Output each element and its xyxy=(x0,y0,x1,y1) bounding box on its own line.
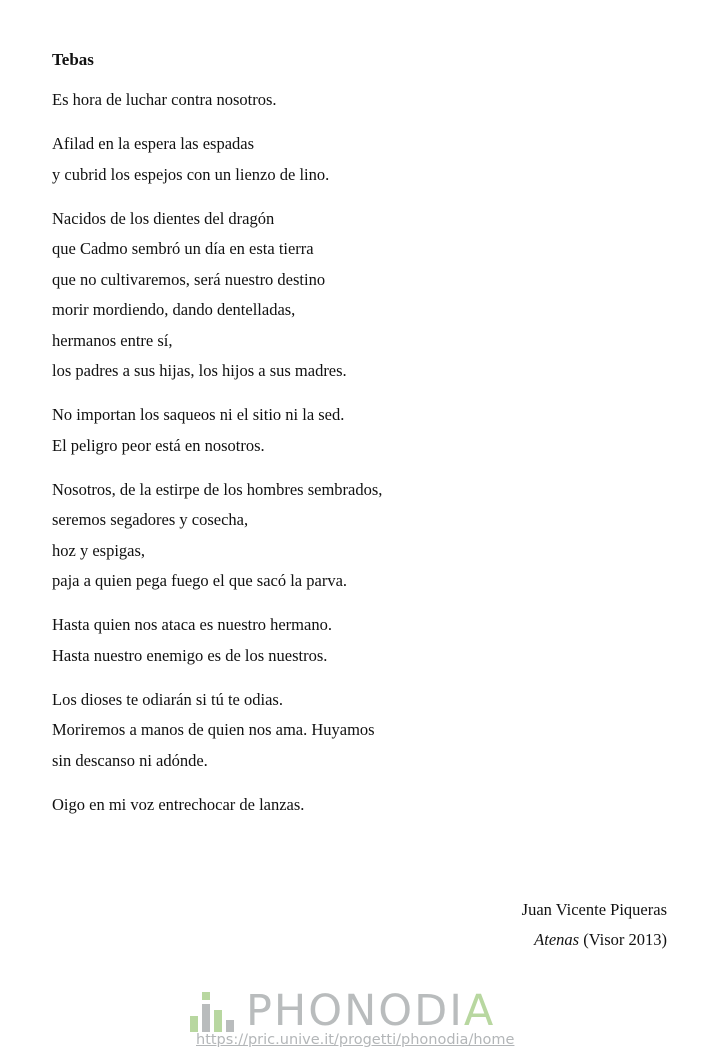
poem-line: Hasta nuestro enemigo es de los nuestros. xyxy=(52,645,328,665)
poem-line: Nacidos de los dientes del dragón xyxy=(52,208,275,228)
poem-line: El peligro peor está en nosotros. xyxy=(52,435,265,455)
poem-stanza xyxy=(52,88,672,112)
source-line xyxy=(522,927,667,957)
poem-stanza xyxy=(52,132,672,187)
poem-line: los padres a sus hijas, los hijos a sus madres. xyxy=(52,361,347,380)
poem-line: seremos segadores y cosecha, xyxy=(52,510,249,529)
poem-stanza xyxy=(52,613,672,668)
poem-line: Los dioses te odiarán si tú te odias. xyxy=(52,689,283,709)
poem-line: paja a quien pega fuego el que sacó la parva. xyxy=(52,571,348,590)
author-name: Juan Vicente Piqueras xyxy=(521,900,667,919)
poem-line: y cubrid los espejos con un lienzo de lino. xyxy=(52,164,330,184)
poem-stanza xyxy=(52,688,672,773)
poem-line: que Cadmo sembró un día en esta tierra xyxy=(52,239,314,258)
attribution xyxy=(522,897,667,957)
poem-line: Hasta quien nos ataca es nuestro hermano. xyxy=(52,615,332,634)
poem-body xyxy=(52,88,672,837)
poem-line: morir mordiendo, dando dentelladas, xyxy=(52,300,296,319)
poem-line: Afilad en la espera las espadas xyxy=(52,134,255,153)
logo-text-accent: A xyxy=(463,986,496,1036)
poem-line: Nosotros, de la estirpe de los hombres sembrados, xyxy=(52,479,383,499)
poem-line: hermanos entre sí, xyxy=(52,330,173,350)
logo-text-main: PHONODI xyxy=(246,986,464,1036)
publication-info: (Visor 2013) xyxy=(583,930,667,949)
poem-line: Es hora de luchar contra nosotros. xyxy=(52,90,277,109)
phonodia-logo xyxy=(190,988,530,1034)
logo-wordmark xyxy=(246,988,495,1034)
poem-line: que no cultivaremos, será nuestro destino xyxy=(52,269,326,289)
poem-stanza xyxy=(52,403,672,458)
bar-chart-logo-icon xyxy=(190,990,238,1034)
poem-line: Oigo en mi voz entrechocar de lanzas. xyxy=(52,794,305,814)
poem-title: Tebas xyxy=(52,50,94,69)
poem-stanza xyxy=(52,207,672,384)
poem-line: sin descanso ni adónde. xyxy=(52,750,208,770)
poem-line: No importan los saqueos ni el sitio ni la sed. xyxy=(52,405,345,424)
poem-line: hoz y espigas, xyxy=(52,540,146,560)
poem-stanza xyxy=(52,793,672,817)
footer-url-link[interactable]: https://pric.unive.it/progetti/phonodia/home xyxy=(196,1032,515,1048)
poem-line: Moriremos a manos de quien nos ama. Huyamos xyxy=(52,720,375,739)
book-title: Atenas xyxy=(534,930,580,949)
poem-stanza xyxy=(52,478,672,594)
